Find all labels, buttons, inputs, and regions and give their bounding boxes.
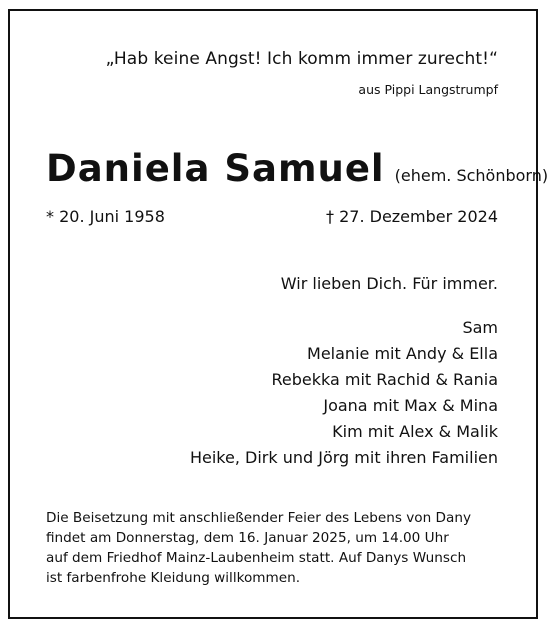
name-line <box>46 147 548 190</box>
mourner: Joana mit Max & Mina <box>323 396 498 415</box>
farewell-line: Wir lieben Dich. Für immer. <box>280 274 498 293</box>
mourner: Rebekka mit Rachid & Rania <box>271 370 498 389</box>
mourner: Heike, Dirk und Jörg mit ihren Familien <box>189 448 498 467</box>
mourners-list <box>190 315 498 471</box>
funeral-notice <box>46 508 526 588</box>
maiden-name: (ehem. Schönborn) <box>394 166 549 185</box>
mourner: Melanie mit Andy & Ella <box>307 344 498 363</box>
mourner: Sam <box>462 318 498 337</box>
funeral-notice-line: ist farbenfrohe Kleidung willkommen. <box>46 570 301 586</box>
death-date: † 27. Dezember 2024 <box>326 207 498 226</box>
quote-text: „Hab keine Angst! Ich komm immer zurecht!“ <box>105 49 498 69</box>
funeral-notice-line: findet am Donnerstag, dem 16. Januar 2025, um 14.00 Uhr <box>46 530 449 546</box>
quote-source: aus Pippi Langstrumpf <box>358 82 498 97</box>
funeral-notice-line: Die Beisetzung mit anschließender Feier des Lebens von Dany <box>46 510 471 526</box>
mourner: Kim mit Alex & Malik <box>332 422 498 441</box>
deceased-name: Daniela Samuel <box>46 147 385 190</box>
obituary-frame <box>8 9 549 619</box>
birth-date: * 20. Juni 1958 <box>46 207 165 226</box>
funeral-notice-line: auf dem Friedhof Mainz-Laubenheim statt. Auf Danys Wunsch <box>46 550 467 566</box>
